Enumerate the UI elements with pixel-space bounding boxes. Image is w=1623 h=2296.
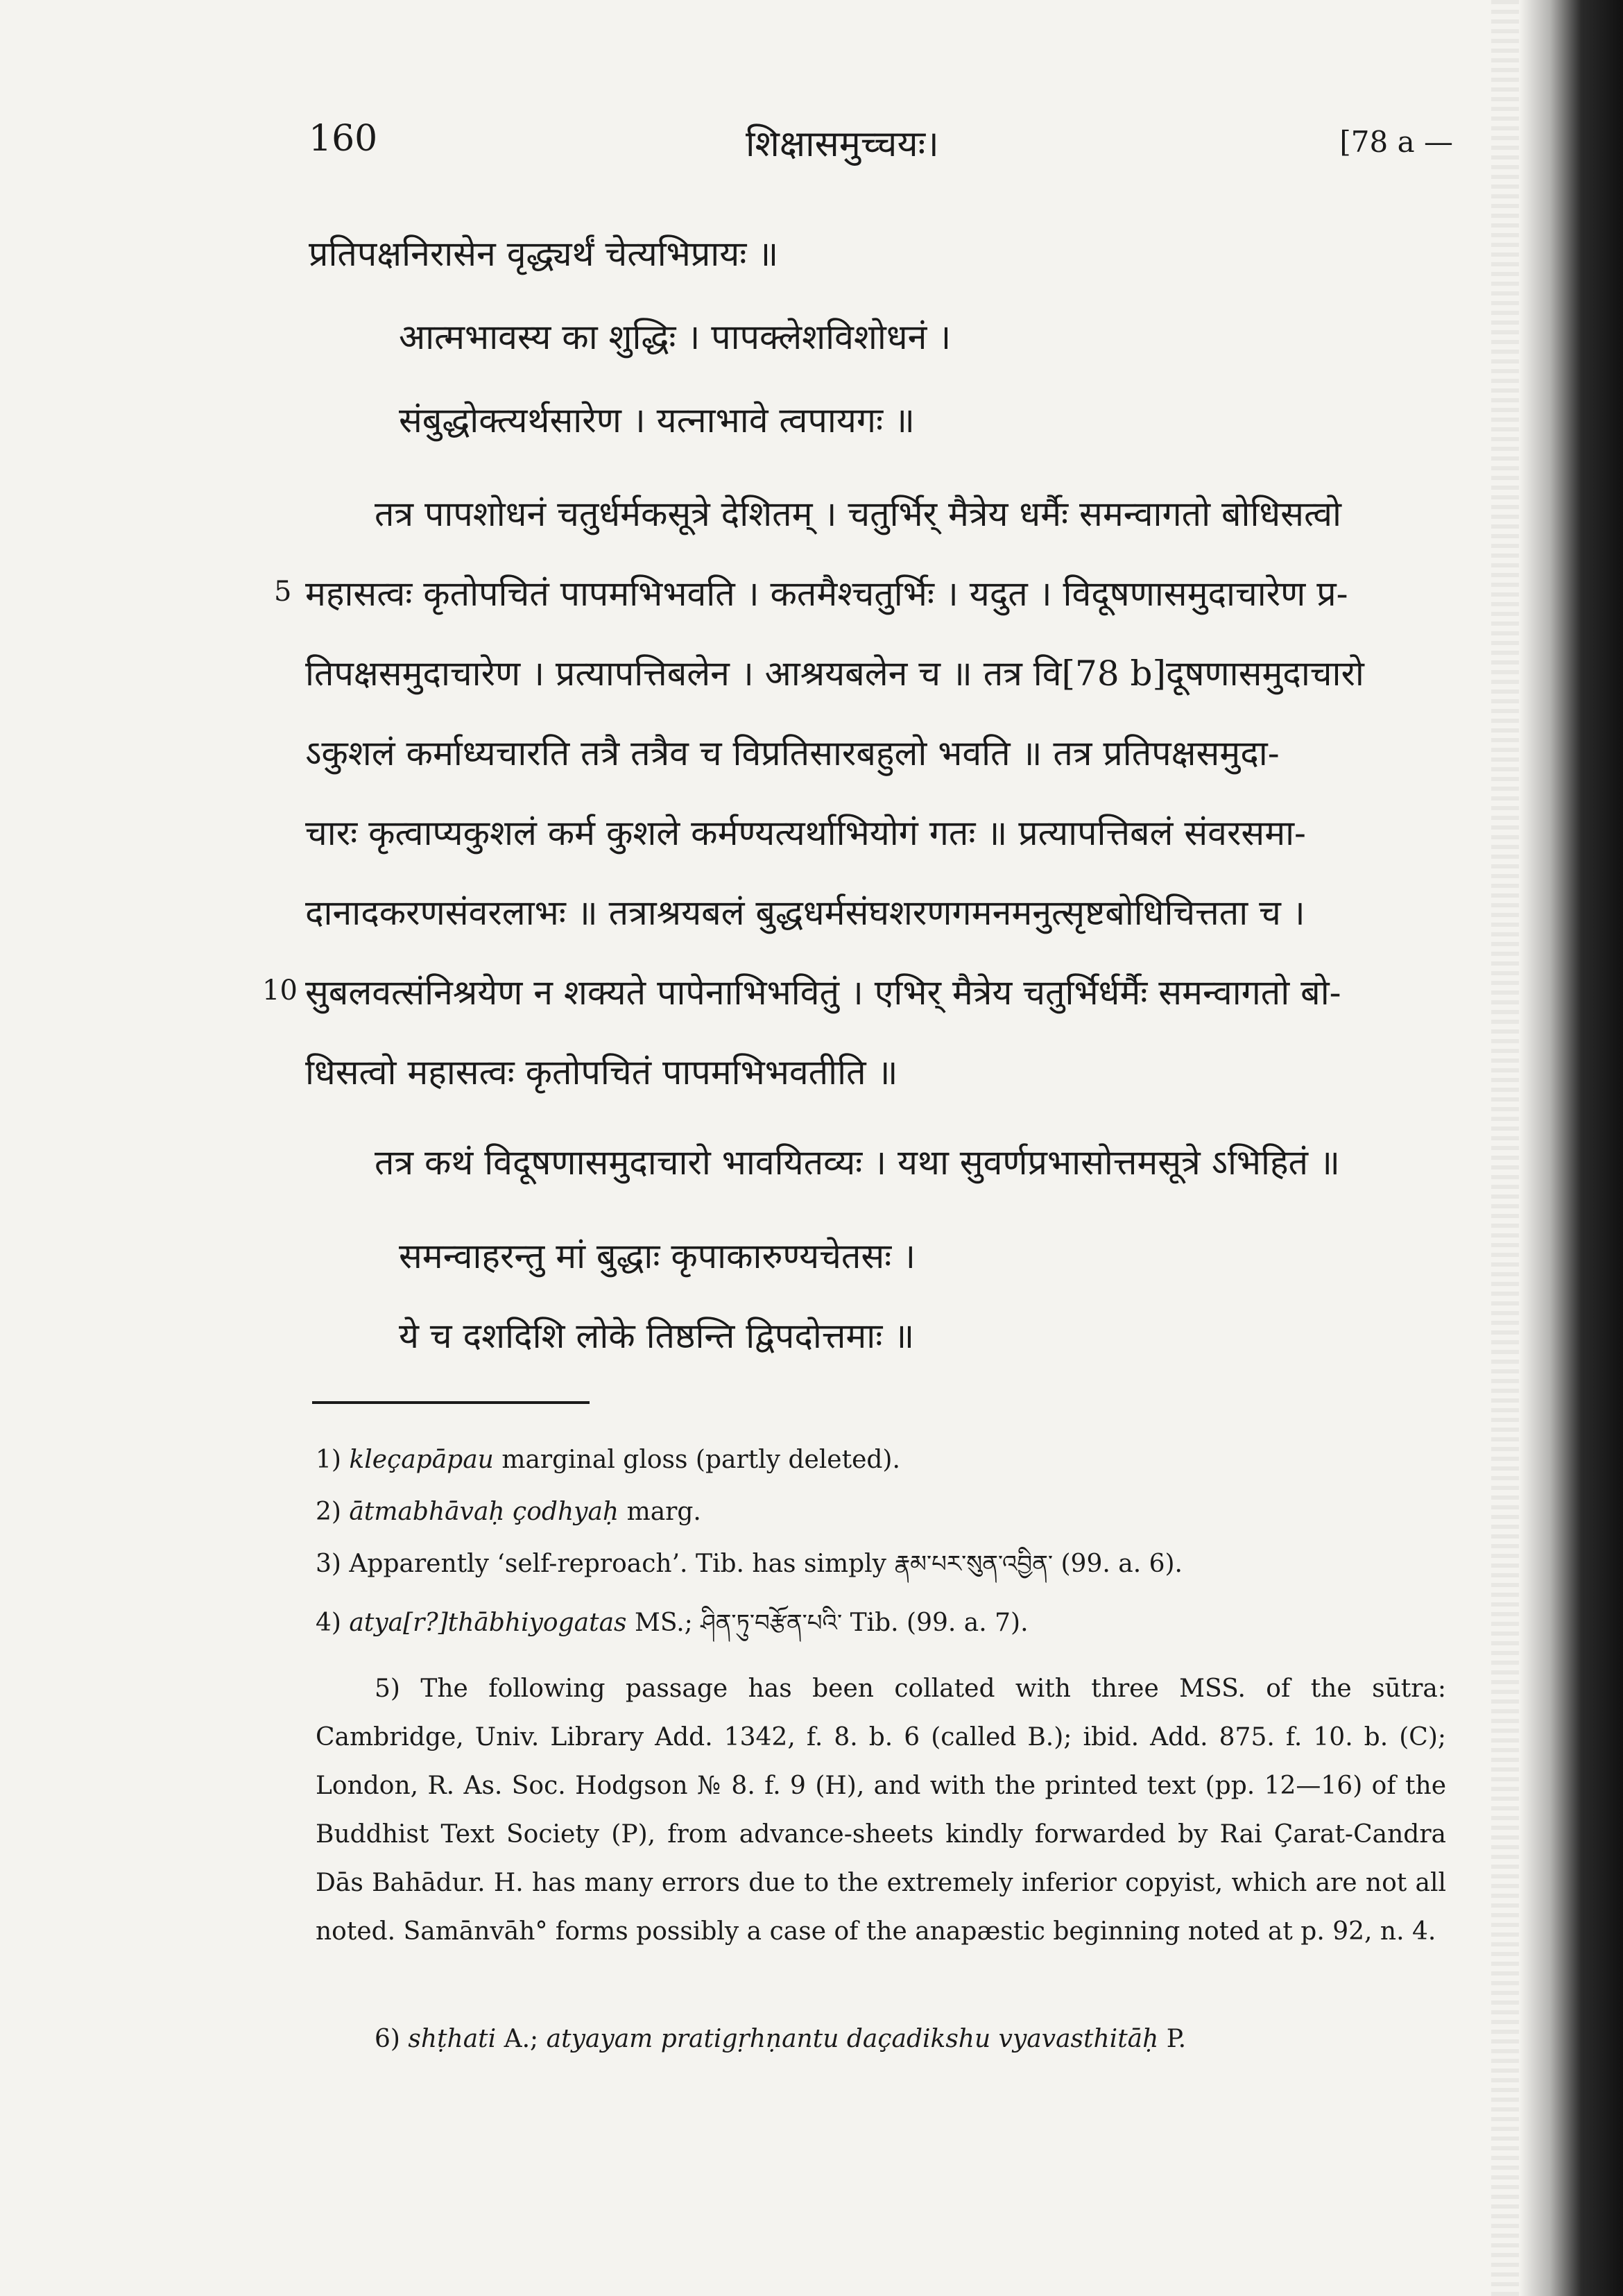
line-number: 5 bbox=[274, 576, 292, 608]
folio-marker: [78 a — bbox=[1339, 125, 1453, 159]
prose-line: तिपक्षसमुदाचारेण । प्रत्यापत्तिबलेन । आश्रयबलेन च ॥ तत्र वि[78 b]दूषणासमुदाचारो bbox=[305, 653, 1364, 694]
prose-line: चारः कृत्वाप्यकुशलं कर्म कुशले कर्मण्यत्यर्थाभियोगं गतः ॥ प्रत्यापत्तिबलं संवरसमा- bbox=[305, 813, 1306, 853]
tibetan-text: ཤིན་ཏུ་བརྩོན་པའི་ bbox=[701, 1609, 843, 1637]
page-edge-texture bbox=[1491, 0, 1519, 2296]
line-number: 10 bbox=[262, 975, 298, 1006]
page-edge-shadow bbox=[1519, 0, 1623, 2296]
prose-line: तत्र कथं विदूषणासमुदाचारो भावयितव्यः । यथा सुवर्णप्रभासोत्तमसूत्रे ऽभिहितं ॥ bbox=[375, 1142, 1340, 1183]
verse-line: आत्मभावस्य का शुद्धिः । पापक्लेशविशोधनं । bbox=[399, 317, 952, 357]
verse-line: प्रतिपक्षनिरासेन वृद्ध्यर्थं चेत्यभिप्रायः ॥ bbox=[309, 234, 779, 274]
footnote-6: 6) shṭhati A.; atyayam pratigṛhṇantu daçadikshu vyavasthitāḥ P. bbox=[375, 2025, 1187, 2053]
running-title: शिक्षासमुच्चयः। bbox=[746, 123, 939, 165]
verse-line: समन्वाहरन्तु मां बुद्धाः कृपाकारुण्यचेतसः । bbox=[399, 1236, 916, 1276]
prose-line: तत्र पापशोधनं चतुर्धर्मकसूत्रे देशितम् । चतुर्भिर् मैत्रेय धर्मैः समन्वागतो बोधिसत्वो bbox=[375, 494, 1341, 534]
prose-line: महासत्वः कृतोपचितं पापमभिभवति । कतमैश्चतुर्भिः । यदुत । विदूषणासमुदाचारेण प्र- bbox=[305, 574, 1348, 614]
tibetan-text: རྣམ་པར་སུན་འབྱིན་ bbox=[894, 1550, 1054, 1578]
prose-line: सुबलवत्संनिश्रयेण न शक्यते पापेनाभिभवितुं । एभिर् मैत्रेय चतुर्भिर्धर्मैः समन्वागतो बो- bbox=[305, 973, 1341, 1013]
footnote-1: 1) kleçapāpau marginal gloss (partly deleted). bbox=[316, 1446, 900, 1474]
footnote-2: 2) ātmabhāvaḥ çodhyaḥ marg. bbox=[316, 1498, 701, 1526]
verse-line: संबुद्धोक्त्यर्थसारेण । यत्नाभावे त्वपायगः ॥ bbox=[399, 400, 915, 440]
page-header bbox=[309, 118, 1453, 166]
prose-line: ऽकुशलं कर्माध्यचारति तत्रै तत्रैव च विप्रतिसारबहुलो भवति ॥ तत्र प्रतिपक्षसमुदा- bbox=[305, 733, 1280, 773]
prose-line: दानादकरणसंवरलाभः ॥ तत्राश्रयबलं बुद्धधर्मसंघशरणगमनमनुत्सृष्टबोधिचित्तता च । bbox=[305, 893, 1305, 933]
footnote-4: 4) atya[r?]thābhiyogatas MS.; ཤིན་ཏུ་བརྩོན་པའི་ Tib. (99. a. 7). bbox=[316, 1609, 1029, 1637]
footnote-3: 3) Apparently ‘self-reproach’. Tib. has simply རྣམ་པར་སུན་འབྱིན་ (99. a. 6). bbox=[316, 1550, 1183, 1578]
prose-line: धिसत्वो महासत्वः कृतोपचितं पापमभिभवतीति ॥ bbox=[305, 1052, 898, 1093]
footnote-5: 5) The following passage has been collated with three MSS. of the sūtra: Cambridge, Univ. Library Add. 1342, f. 8. b. 6 (called B.); ibid. Add. 875. f. 10. b. (C); London, R. As. Soc. Hodgson № 8. f. 9 (H), and with the printed text (pp. 12—16) of the Buddhist Text Society (P), from advance-sheets kindly forwarded by Rai Çarat-Candra Dās Bahādur. H. has many errors due to the extremely inferior copyist, which are not all noted. Samānvāh° forms possibly a case of the anapæstic beginning noted at p. 92, n. 4. bbox=[316, 1674, 1446, 1946]
page-number: 160 bbox=[309, 118, 378, 160]
verse-line: ये च दशदिशि लोके तिष्ठन्ति द्विपदोत्तमाः ॥ bbox=[399, 1316, 915, 1356]
footnote-rule bbox=[312, 1401, 590, 1404]
